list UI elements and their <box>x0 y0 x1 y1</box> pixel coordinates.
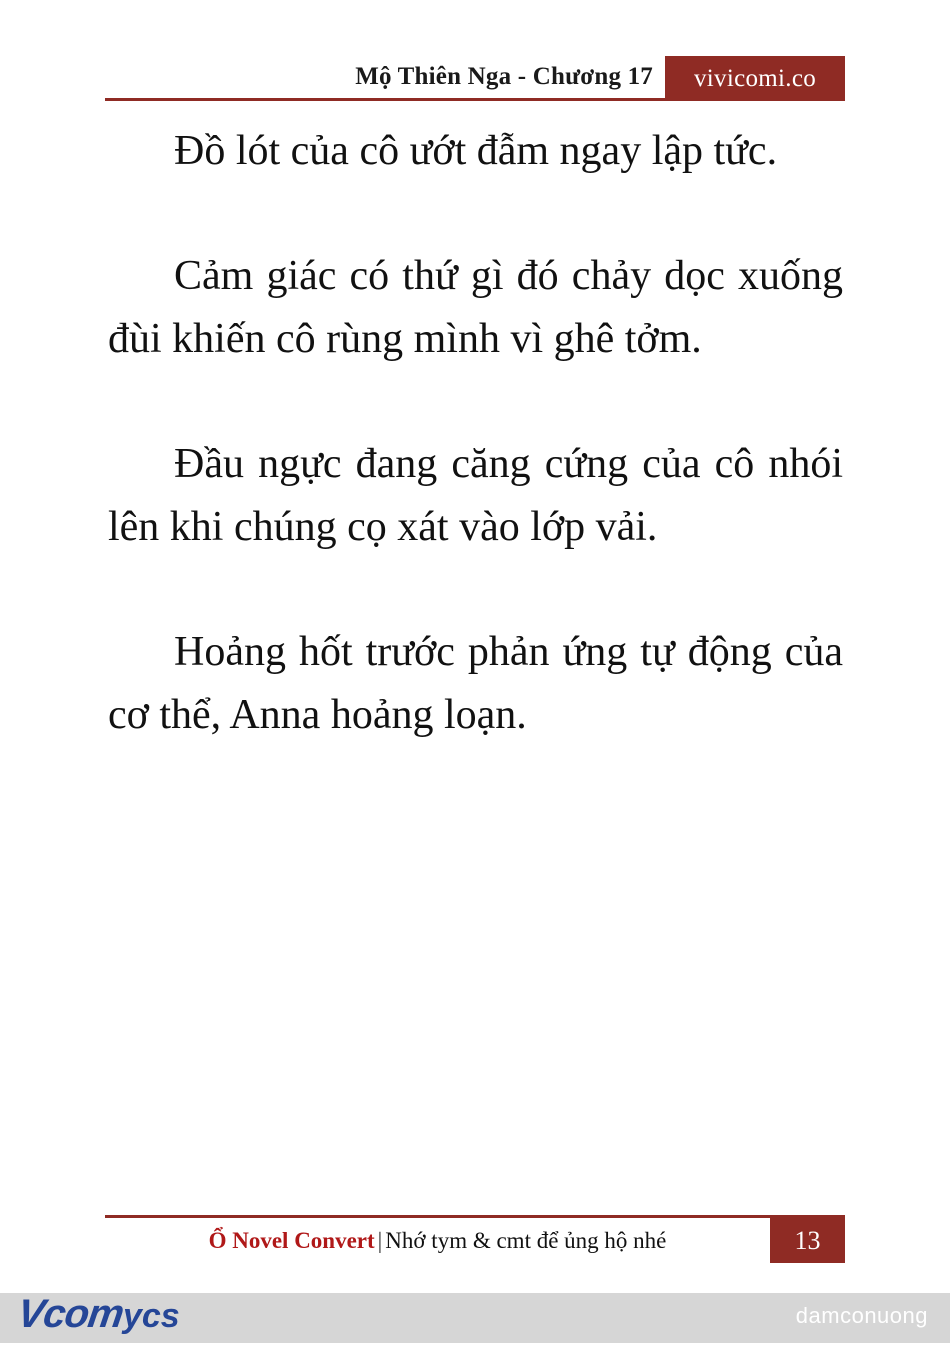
logo-main-text: Vcom <box>14 1292 127 1336</box>
paragraph: Hoảng hốt trước phản ứng tự động của cơ thể, Anna hoảng loạn. <box>108 629 843 738</box>
corner-watermark: damconuong <box>795 1303 928 1328</box>
page-content <box>108 120 843 747</box>
footer-brand: Ổ Novel Convert <box>208 1228 375 1253</box>
paragraph: Đồ lót của cô ướt đẫm ngay lập tức. <box>174 128 778 174</box>
chapter-title: Mộ Thiên Nga - Chương 17 <box>355 63 653 90</box>
footer-separator: | <box>377 1228 383 1253</box>
page-number: 13 <box>770 1218 845 1263</box>
logo-tail-text: ycs <box>122 1297 180 1335</box>
vcomics-logo-watermark <box>14 1285 208 1343</box>
paragraph: Cảm giác có thứ gì đó chảy dọc xuống đùi khiến cô rùng mình vì ghê tởm. <box>108 253 843 362</box>
page-footer <box>105 1215 845 1265</box>
paragraph: Đầu ngực đang căng cứng của cô nhói lên khi chúng cọ xát vào lớp vải. <box>108 441 843 550</box>
footer-note: Nhớ tym & cmt để ủng hộ nhé <box>385 1228 667 1253</box>
footer-credit <box>105 1218 770 1263</box>
site-badge: vivicomi.co <box>665 56 845 101</box>
header-divider <box>105 98 845 101</box>
page-header <box>105 56 845 100</box>
